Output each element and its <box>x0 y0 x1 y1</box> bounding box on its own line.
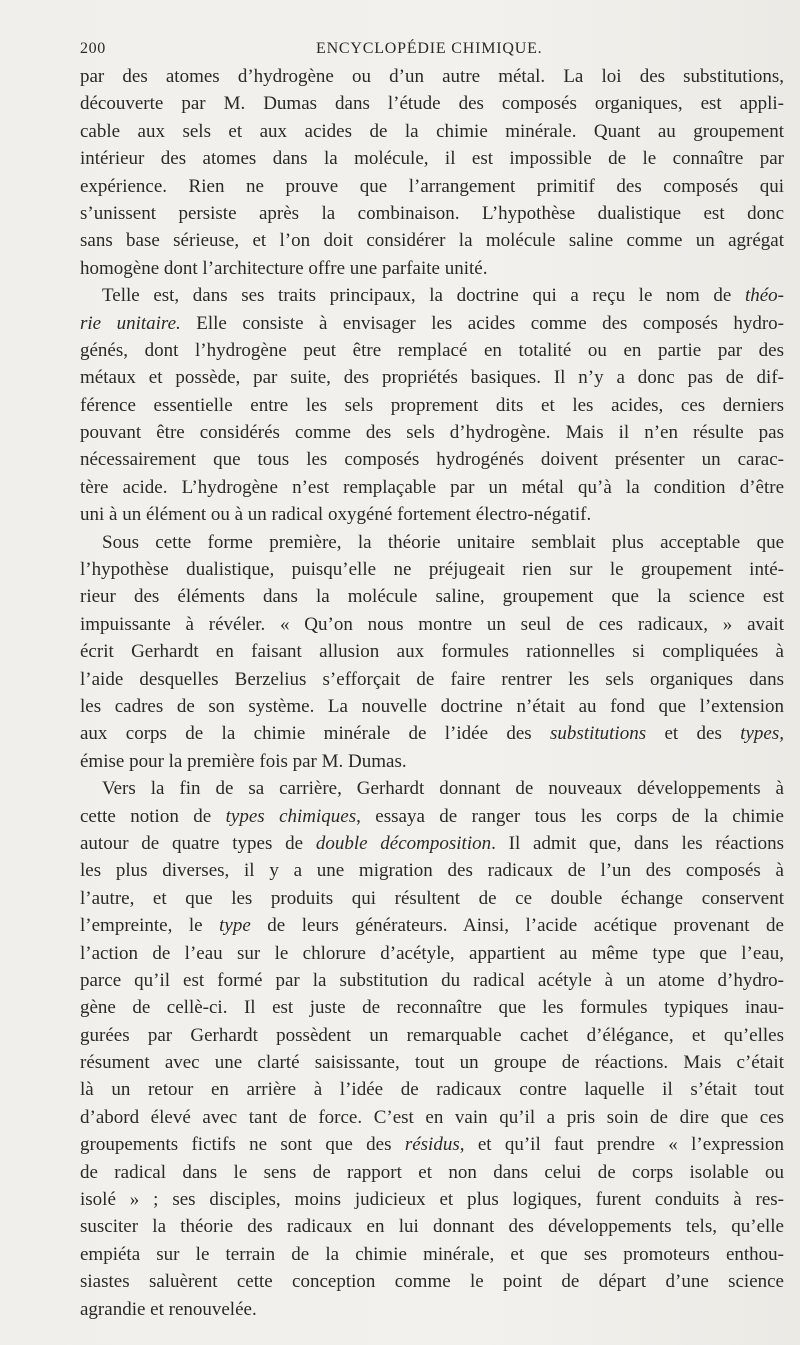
text-segment: homogène dont l’architecture offre une parfaite unité. <box>80 257 488 279</box>
text-segment: Telle est, dans ses traits principaux, la doctrine qui a reçu le nom de <box>102 285 745 307</box>
text-segment: impuissante à révéler. « Qu’on nous montre un seul de ces radicaux, » avait <box>80 613 784 635</box>
italic-text-segment: théo- <box>744 285 784 307</box>
text-segment: . Il admit que, dans les réactions <box>491 832 784 854</box>
italic-text-segment: substitutions <box>550 723 647 745</box>
text-line <box>80 118 784 145</box>
text-line <box>80 501 784 528</box>
italic-text-segment: rie unitaire. <box>80 312 181 334</box>
body-text <box>80 63 784 1323</box>
text-segment: siastes saluèrent cette conception comme le point de départ d’une science <box>80 1271 784 1293</box>
text-segment: férence essentielle entre les sels proprement dits et les acides, ces derniers <box>80 394 784 416</box>
text-segment: Elle consiste à envisager les acides comme des composés hydro- <box>180 312 784 334</box>
text-line <box>80 775 784 802</box>
text-line <box>80 1213 784 1240</box>
text-line <box>80 1296 784 1323</box>
text-segment: gène de cellè-ci. Il est juste de reconnaître que les formules typiques inau- <box>80 997 784 1019</box>
text-line <box>80 227 784 254</box>
text-line <box>80 337 784 364</box>
text-line <box>80 310 784 337</box>
text-segment: tère acide. L’hydrogène n’est remplaçable par un métal qu’à la condition d’être <box>80 476 784 498</box>
text-line <box>80 1268 784 1295</box>
text-line <box>80 255 784 282</box>
text-line <box>80 912 784 939</box>
text-segment: groupements fictifs ne sont que des <box>80 1134 405 1156</box>
text-segment: sans base sérieuse, et l’on doit considérer la molécule saline comme un agrégat <box>80 230 784 252</box>
text-line <box>80 1186 784 1213</box>
text-segment: émise pour la première fois par M. Dumas. <box>80 750 407 772</box>
text-line <box>80 90 784 117</box>
text-line <box>80 529 784 556</box>
text-segment: les cadres de son système. La nouvelle doctrine n’était au fond que l’extension <box>80 695 784 717</box>
text-segment: susciter la théorie des radicaux en lui donnant des développements tels, qu’elle <box>80 1216 784 1238</box>
text-segment: et des <box>646 723 741 745</box>
text-line <box>80 693 784 720</box>
italic-text-segment: types chimiques <box>225 805 357 827</box>
text-segment: l’aide desquelles Berzelius s’efforçait de faire rentrer les sels organiques dans <box>80 668 784 690</box>
text-segment: rieur des éléments dans la molécule saline, groupement que la science est <box>80 586 784 608</box>
italic-text-segment: résidus <box>404 1134 460 1156</box>
text-line <box>80 994 784 1021</box>
text-segment: , et qu’il faut prendre « l’expression <box>459 1134 784 1156</box>
text-segment: pouvant être considérés comme des sels d’hydrogène. Mais il n’en résulte pas <box>80 422 784 444</box>
text-line <box>80 611 784 638</box>
text-line <box>80 1241 784 1268</box>
text-line <box>80 1022 784 1049</box>
text-line <box>80 857 784 884</box>
italic-text-segment: double décomposition <box>315 832 492 854</box>
text-line <box>80 200 784 227</box>
text-line <box>80 1159 784 1186</box>
text-line <box>80 885 784 912</box>
text-line <box>80 145 784 172</box>
text-segment: génés, dont l’hydrogène peut être remplacé en totalité ou en partie par des <box>80 339 784 361</box>
text-segment: les plus diverses, il y a une migration des radicaux de l’un des composés à <box>80 860 784 882</box>
text-line <box>80 446 784 473</box>
text-line <box>80 1049 784 1076</box>
text-line <box>80 830 784 857</box>
text-line <box>80 419 784 446</box>
text-segment: métaux et possède, par suite, des propriétés basiques. Il n’y a donc pas de dif- <box>80 367 784 389</box>
text-segment: gurées par Gerhardt possèdent un remarquable cachet d’élégance, et qu’elles <box>80 1024 784 1046</box>
text-segment: expérience. Rien ne prouve que l’arrangement primitif des composés qui <box>80 175 784 197</box>
text-segment: cable aux sels et aux acides de la chimie minérale. Quant au groupement <box>80 120 784 142</box>
text-segment: de radical dans le sens de rapport et non dans celui de corps isolable ou <box>80 1161 784 1183</box>
text-segment: écrit Gerhardt en faisant allusion aux formules rationnelles si compliquées à <box>80 641 784 663</box>
text-segment: s’unissent persiste après la combinaison. L’hypothèse dualistique est donc <box>80 202 784 224</box>
italic-text-segment: type <box>219 915 251 937</box>
text-segment: Sous cette forme première, la théorie unitaire semblait plus acceptable que <box>102 531 784 553</box>
text-segment: découverte par M. Dumas dans l’étude des composés organiques, est appli- <box>80 93 784 115</box>
text-segment: empiéta sur le terrain de la chimie minérale, et que ses promoteurs enthou- <box>80 1243 784 1265</box>
text-segment: d’abord élevé avec tant de force. C’est en vain qu’il a pris soin de dire que ces <box>80 1106 784 1128</box>
text-line <box>80 1104 784 1131</box>
text-line <box>80 1076 784 1103</box>
text-segment: résument avec une clarté saisissante, tout un groupe de réactions. Mais c’était <box>80 1052 784 1074</box>
text-line <box>80 1131 784 1158</box>
text-segment: intérieur des atomes dans la molécule, il est impossible de le connaître par <box>80 148 784 170</box>
text-segment: Vers la fin de sa carrière, Gerhardt donnant de nouveaux développements à <box>102 778 784 800</box>
text-segment: agrandie et renouvelée. <box>80 1298 257 1320</box>
text-line <box>80 583 784 610</box>
text-segment: isolé » ; ses disciples, moins judicieux et plus logiques, furent conduits à res- <box>80 1189 784 1211</box>
text-line <box>80 364 784 391</box>
text-segment: parce qu’il est formé par la substitution du radical acétyle à un atome d’hydro- <box>80 969 784 991</box>
text-segment: là un retour en arrière à l’idée de radicaux contre laquelle il s’était tout <box>80 1079 784 1101</box>
page-number: 200 <box>80 40 106 57</box>
text-line <box>80 392 784 419</box>
text-segment: autour de quatre types de <box>80 832 316 854</box>
text-line <box>80 748 784 775</box>
text-line <box>80 638 784 665</box>
text-segment: l’hypothèse dualistique, puisqu’elle ne préjugeait rien sur le groupement inté- <box>80 559 784 581</box>
text-segment: par des atomes d’hydrogène ou d’un autre métal. La loi des substitutions, <box>80 66 784 87</box>
text-segment: uni à un élément ou à un radical oxygéné fortement électro-négatif. <box>80 504 592 526</box>
text-segment: de leurs générateurs. Ainsi, l’acide acétique provenant de <box>250 915 784 937</box>
text-line <box>80 666 784 693</box>
italic-text-segment: types, <box>740 723 784 745</box>
text-line <box>80 720 784 747</box>
text-line <box>80 556 784 583</box>
text-segment: l’empreinte, le <box>80 915 220 937</box>
text-line <box>80 173 784 200</box>
text-segment: cette notion de <box>80 805 226 827</box>
text-segment: , essaya de ranger tous les corps de la chimie <box>356 805 784 827</box>
running-title: ENCYCLOPÉDIE CHIMIQUE. <box>316 40 543 57</box>
text-line <box>80 967 784 994</box>
text-line <box>80 474 784 501</box>
text-line <box>80 940 784 967</box>
text-segment: l’action de l’eau sur le chlorure d’acétyle, appartient au même type que l’eau, <box>80 942 784 964</box>
text-line <box>80 282 784 309</box>
text-segment: aux corps de la chimie minérale de l’idée des <box>80 723 551 745</box>
text-segment: nécessairement que tous les composés hydrogénés doivent présenter un carac- <box>80 449 784 471</box>
text-line <box>80 803 784 830</box>
text-segment: l’autre, et que les produits qui résultent de ce double échange conservent <box>80 887 784 909</box>
text-line <box>80 63 784 90</box>
